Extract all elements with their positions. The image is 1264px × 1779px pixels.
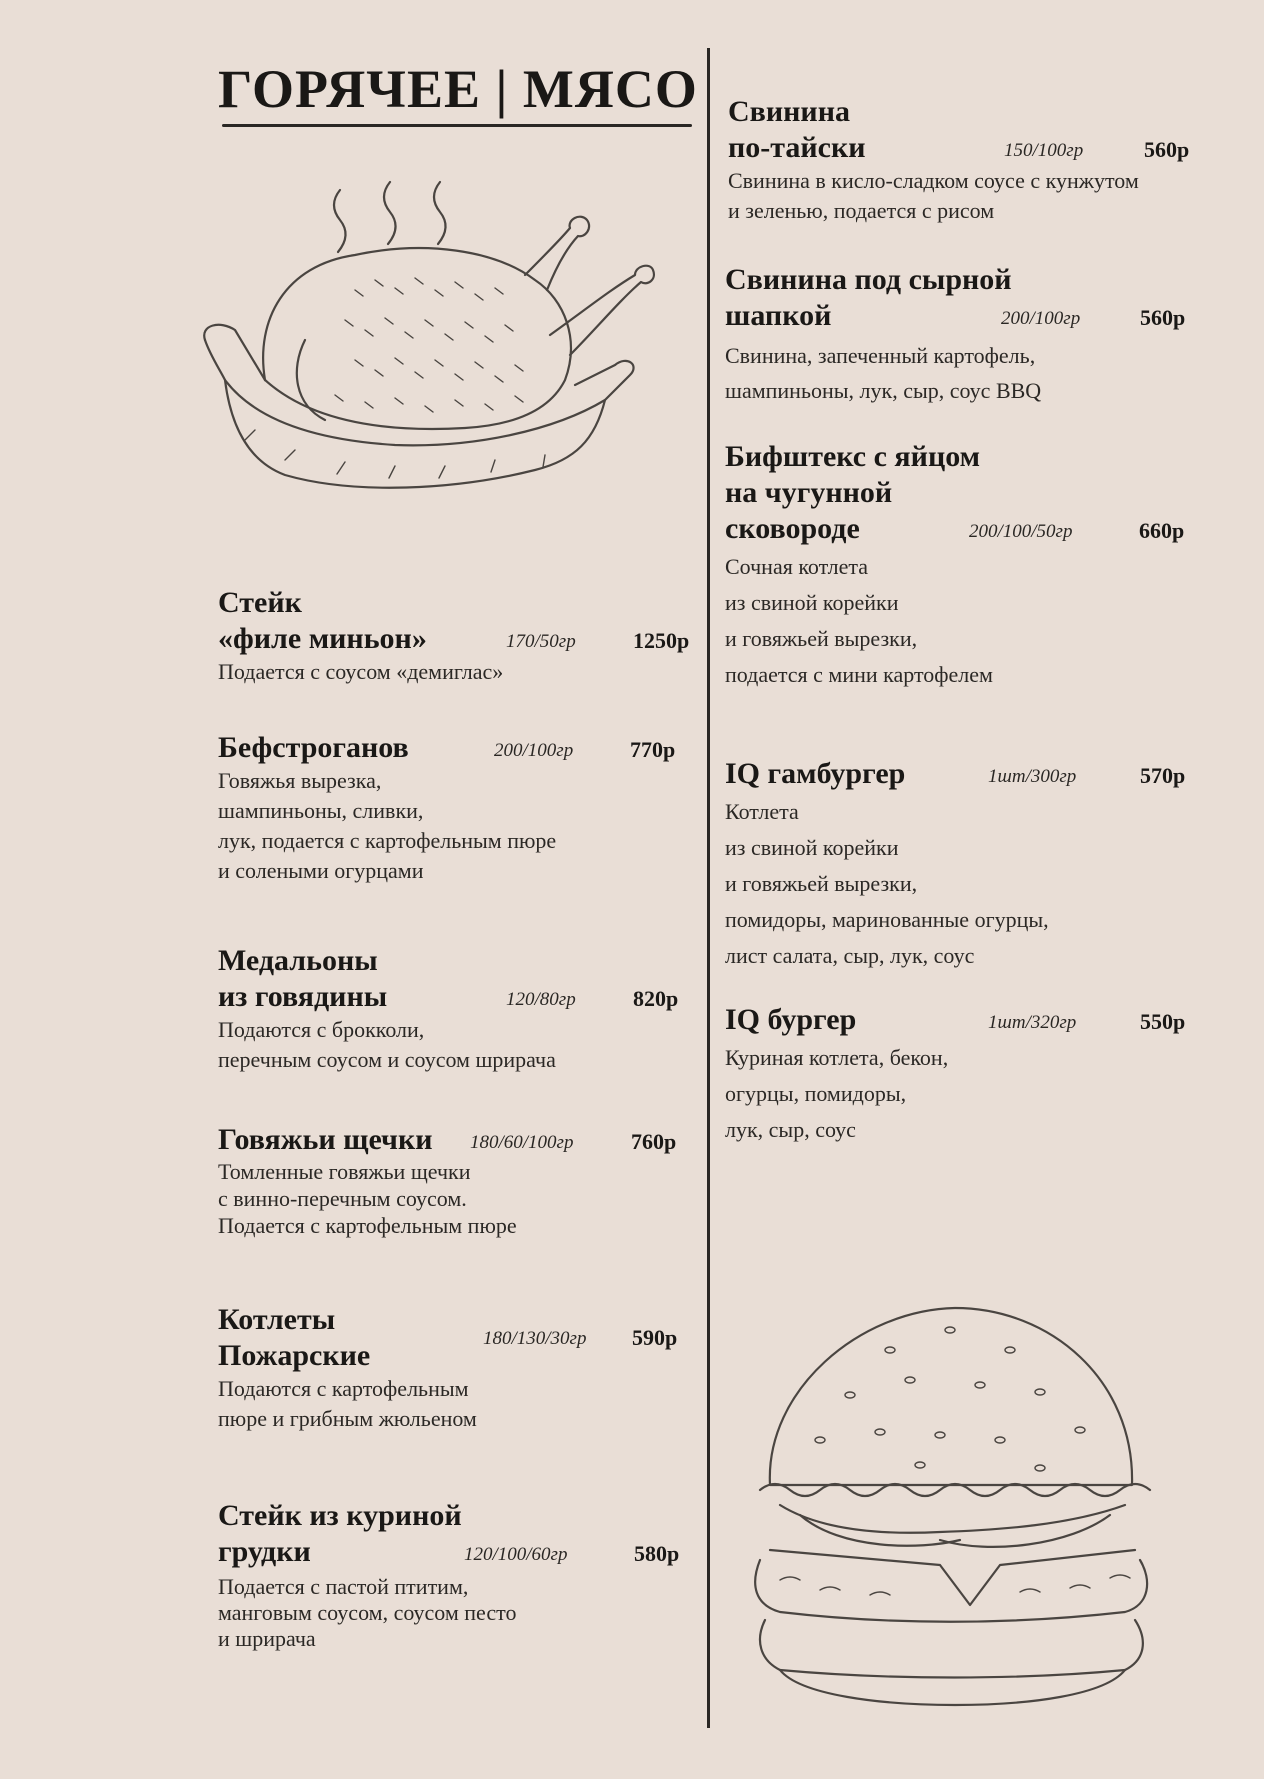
item-description: Подаются с брокколи, перечным соусом и соусом шрирача	[218, 1017, 556, 1072]
item-price: 580р	[634, 1541, 680, 1566]
menu-item-beefsteak-with-egg	[725, 439, 1195, 693]
item-description: Котлета из свиной корейки и говяжьей вырезки, помидоры, маринованные огурцы, лист салата, сыр, лук, соус	[725, 799, 1049, 968]
item-weight: 120/100/60гр	[464, 1544, 568, 1565]
item-description: Говяжья вырезка, шампиньоны, сливки, лук, подается с картофельным пюре и солеными огурцами	[218, 768, 557, 883]
menu-item-filet-mignon	[218, 585, 688, 687]
item-name: IQ гамбургер	[725, 757, 906, 790]
item-weight: 180/130/30гр	[483, 1328, 587, 1349]
item-name: Стейк «филе миньон»	[218, 586, 427, 655]
item-price: 1250р	[633, 628, 690, 653]
menu-item-pork-cheese-cap	[725, 262, 1195, 408]
item-description: Свинина, запеченный картофель, шампиньоны, лук, сыр, соус BBQ	[725, 343, 1042, 403]
item-name: Бифштекс с яйцом на чугунной сковороде	[725, 440, 981, 545]
item-description: Сочная котлета из свиной корейки и говяжьей вырезки, подается с мини картофелем	[725, 554, 993, 687]
item-description: Томленные говяжьи щечки с винно-перечным соусом. Подается с картофельным пюре	[218, 1159, 517, 1238]
menu-item-beef-cheeks	[218, 1122, 688, 1239]
item-weight: 170/50гр	[506, 631, 576, 652]
item-description: Подаются с картофельным пюре и грибным жюльеном	[218, 1376, 477, 1431]
menu-item-iq-hamburger	[725, 756, 1195, 974]
item-price: 660р	[1139, 518, 1185, 543]
menu-item-beef-medallions	[218, 943, 688, 1075]
item-price: 770р	[630, 737, 676, 762]
item-price: 760р	[631, 1129, 677, 1154]
column-divider	[707, 48, 710, 1728]
item-description: Свинина в кисло-сладком соусе с кунжутом и зеленью, подается с рисом	[728, 168, 1139, 223]
item-price: 820р	[633, 986, 679, 1011]
item-name: Медальоны из говядины	[218, 944, 388, 1013]
item-description: Подается с пастой птитим, манговым соусом, соусом песто и шрирача	[218, 1574, 517, 1651]
item-price: 570р	[1140, 763, 1186, 788]
menu-item-iq-burger	[725, 1002, 1195, 1148]
item-weight: 1шт/320гр	[988, 1012, 1077, 1033]
item-name: Бефстроганов	[218, 731, 409, 764]
item-description: Подается с соусом «демиглас»	[218, 659, 504, 684]
menu-item-beef-stroganoff	[218, 730, 688, 886]
title-underline	[222, 124, 692, 127]
item-name: Свинина под сырной шапкой	[725, 263, 1012, 332]
item-price: 550р	[1140, 1009, 1186, 1034]
item-name: Говяжьи щечки	[218, 1123, 433, 1156]
roast-chicken-icon	[195, 170, 690, 550]
item-weight: 200/100гр	[494, 740, 574, 761]
item-weight: 200/100/50гр	[969, 521, 1073, 542]
menu-item-chicken-breast-steak	[218, 1498, 688, 1652]
item-name: Стейк из куриной грудки	[218, 1499, 462, 1568]
item-price: 560р	[1144, 137, 1190, 162]
burger-icon	[740, 1300, 1165, 1715]
item-weight: 180/60/100гр	[470, 1132, 574, 1153]
item-name: IQ бургер	[725, 1003, 857, 1036]
item-weight: 200/100гр	[1001, 308, 1081, 329]
menu-item-pozharsky-cutlets	[218, 1302, 688, 1434]
menu-item-thai-pork	[728, 94, 1198, 226]
item-weight: 120/80гр	[506, 989, 576, 1010]
item-name: Котлеты Пожарские	[218, 1303, 371, 1372]
item-weight: 150/100гр	[1004, 140, 1084, 161]
item-description: Куриная котлета, бекон, огурцы, помидоры, лук, сыр, соус	[725, 1045, 949, 1142]
item-weight: 1шт/300гр	[988, 766, 1077, 787]
item-price: 560р	[1140, 305, 1186, 330]
item-name: Свинина по-тайски	[728, 95, 866, 164]
page-title: ГОРЯЧЕЕ | МЯСО	[218, 59, 698, 119]
item-price: 590р	[632, 1325, 678, 1350]
